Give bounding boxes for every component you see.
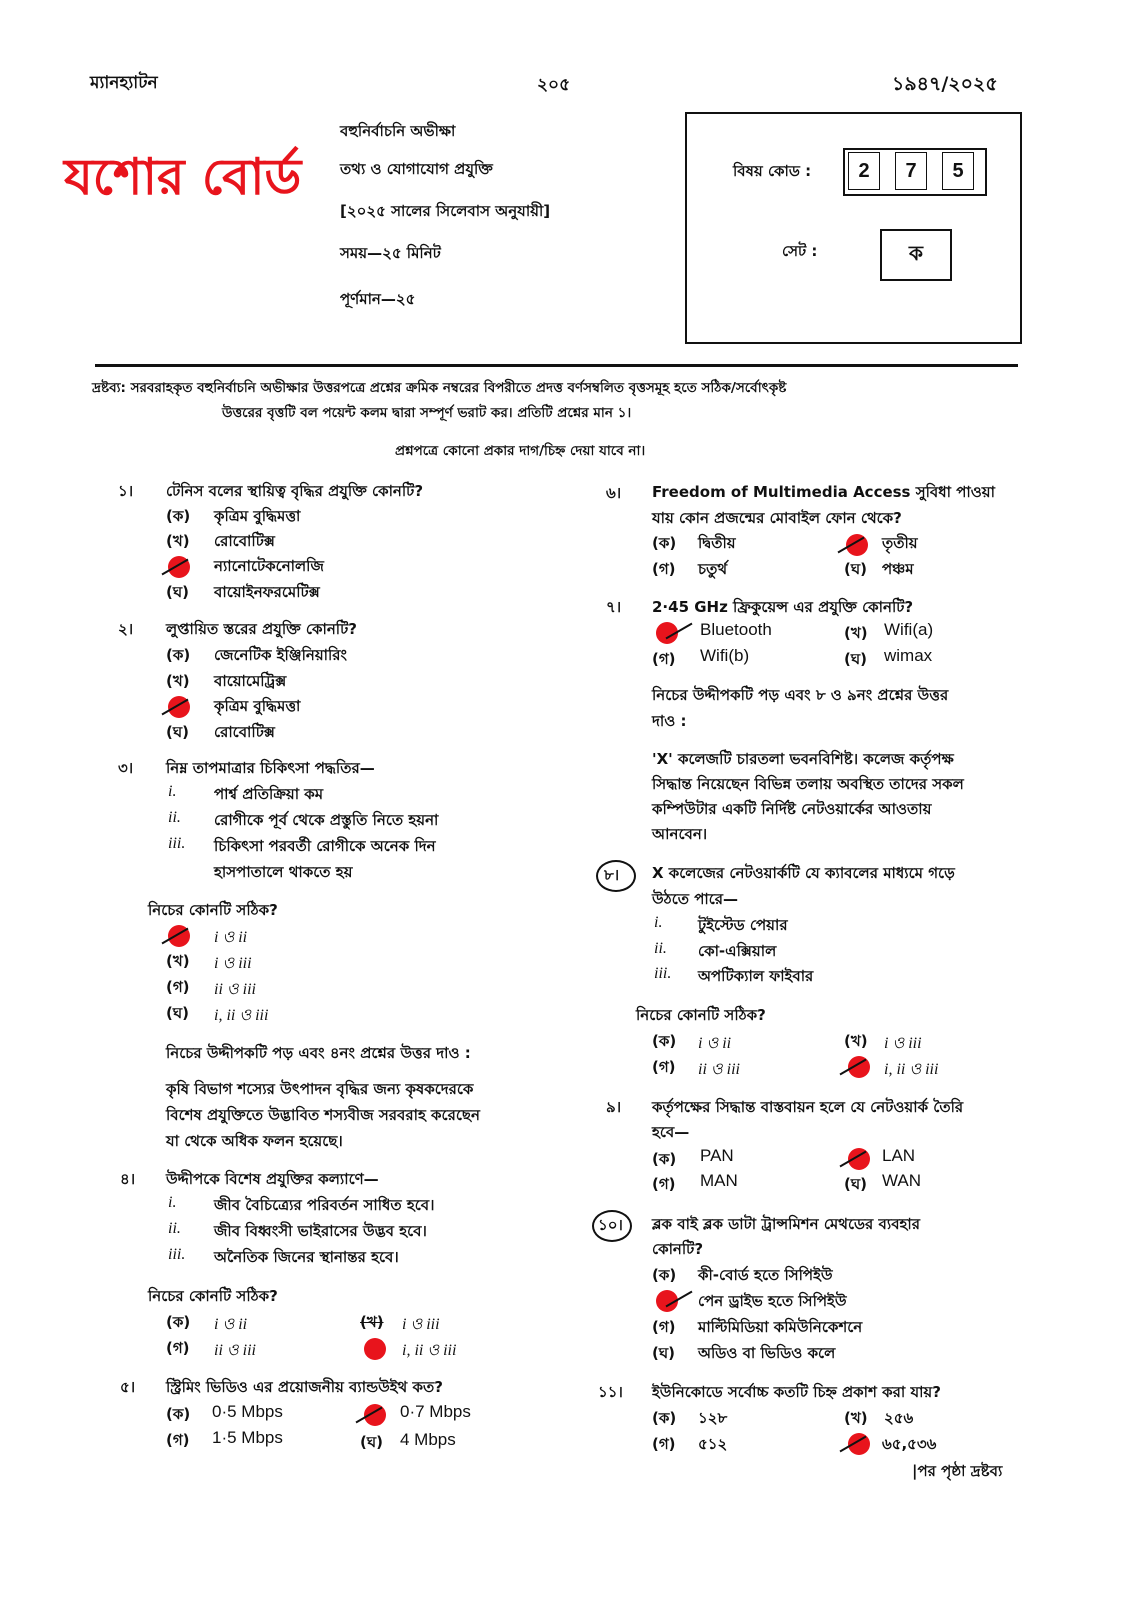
q4-option-a-text: i ও ii bbox=[214, 1316, 248, 1333]
q2-option-d-text: রোবোটিক্স bbox=[214, 723, 275, 741]
q2-option-d-label: (ঘ) bbox=[166, 723, 189, 741]
q3-option-d-label: (ঘ) bbox=[166, 1004, 189, 1022]
q8-statement-1-label: i. bbox=[654, 914, 663, 931]
q3-which-correct: নিচের কোনটি সঠিক? bbox=[148, 901, 278, 919]
code-digit-3: 5 bbox=[942, 152, 974, 190]
q7-option-b-label: (খ) bbox=[844, 624, 868, 642]
subject-code-label: বিষয় কোড : bbox=[733, 162, 812, 180]
q5-option-d-label: (ঘ) bbox=[360, 1433, 383, 1451]
q11-option-d-text: ৬৫,৫৩৬ bbox=[882, 1435, 937, 1453]
q2-option-a-text: জেনেটিক ইঞ্জিনিয়ারিং bbox=[214, 646, 348, 664]
q3-statement-2-label: ii. bbox=[168, 809, 181, 826]
q4-option-a-label: (ক) bbox=[166, 1313, 191, 1331]
q10-option-c-label: (গ) bbox=[652, 1318, 676, 1336]
q4-option-b-label: (খ) bbox=[360, 1313, 384, 1331]
q8-option-b-label: (খ) bbox=[844, 1032, 868, 1050]
q10-option-a-text: কী-বোর্ড হতে সিপিইউ bbox=[698, 1266, 833, 1284]
instruction-line-1: দ্রষ্টব্য: সরবরাহকৃত বহুনির্বাচনি অভীক্ষার উত্তরপত্রে প্রশ্নের ক্রমিক নম্বরের বিপরীতে প্রদত্ত বর্ণসম্বলিত বৃত্তসমূহ হতে সঠিক/সর্বোৎকৃষ্ট bbox=[92, 380, 787, 396]
exam-time: সময়—২৫ মিনিট bbox=[340, 244, 441, 262]
question-8-text-line-1: X কলেজের নেটওয়ার্কটি যে ক্যাবলের মাধ্যমে গড়ে bbox=[652, 864, 955, 882]
q6-option-a-text: দ্বিতীয় bbox=[698, 534, 736, 552]
q1-option-a-label: (ক) bbox=[166, 507, 191, 525]
q5-option-a-label: (ক) bbox=[166, 1405, 191, 1423]
q11-option-b-label: (খ) bbox=[844, 1409, 868, 1427]
q4-option-c-label: (গ) bbox=[166, 1339, 190, 1357]
stimulus-2-title-line-2: দাও : bbox=[652, 712, 687, 730]
q4-statement-1-label: i. bbox=[168, 1194, 177, 1211]
q5-option-b-text: 0·7 Mbps bbox=[400, 1402, 471, 1421]
q11-option-a-label: (ক) bbox=[652, 1409, 677, 1427]
q3-statement-3-cont: হাসপাতালে থাকতে হয় bbox=[214, 863, 353, 881]
q3-statement-1-label: i. bbox=[168, 783, 177, 800]
q9-option-a-text: PAN bbox=[700, 1146, 734, 1165]
q7-option-d-label: (ঘ) bbox=[844, 650, 867, 668]
question-3-text: নিম্ন তাপমাত্রার চিকিৎসা পদ্ধতির— bbox=[166, 759, 375, 777]
question-1-number: ১। bbox=[118, 482, 134, 500]
q8-option-c-label: (গ) bbox=[652, 1058, 676, 1076]
q9-option-c-text: MAN bbox=[700, 1171, 738, 1190]
q7-option-a-text: Bluetooth bbox=[700, 620, 772, 639]
q7-option-c-text: Wifi(b) bbox=[700, 646, 750, 665]
publisher-name: ম্যানহ্যাটন bbox=[90, 73, 158, 93]
stimulus-1-title: নিচের উদ্দীপকটি পড় এবং ৪নং প্রশ্নের উত্তর দাও : bbox=[166, 1044, 471, 1062]
question-6-text-line-1: Freedom of Multimedia Access সুবিধা পাওয়া bbox=[652, 483, 995, 501]
q8-option-c-text: ii ও iii bbox=[698, 1061, 741, 1078]
q2-option-b-label: (খ) bbox=[166, 672, 190, 690]
q3-statement-3-label: iii. bbox=[168, 835, 186, 852]
stimulus-1-line-2: বিশেষ প্রযুক্তিতে উদ্ভাবিত শস্যবীজ সরবরাহ করেছেন bbox=[166, 1106, 480, 1124]
q10-option-d-text: অডিও বা ভিডিও কলে bbox=[698, 1344, 836, 1362]
q2-option-c-text: কৃত্রিম বুদ্ধিমত্তা bbox=[214, 697, 301, 715]
q6-option-b-text: তৃতীয় bbox=[882, 534, 918, 552]
q10-option-b-text: পেন ড্রাইভ হতে সিপিইউ bbox=[698, 1292, 847, 1310]
q5-option-c-text: 1·5 Mbps bbox=[212, 1428, 283, 1447]
set-value: ক bbox=[880, 229, 952, 281]
page-turn-note: |পর পৃষ্ঠা দ্রষ্টব্য bbox=[912, 1462, 1003, 1480]
q9-option-d-label: (ঘ) bbox=[844, 1175, 867, 1193]
q3-option-b-label: (খ) bbox=[166, 952, 190, 970]
q7-option-c-label: (গ) bbox=[652, 650, 676, 668]
q4-option-c-text: ii ও iii bbox=[214, 1342, 257, 1359]
q8-statement-3-label: iii. bbox=[654, 965, 672, 982]
question-9-text-line-2: হবে— bbox=[652, 1123, 690, 1141]
q2-option-a-label: (ক) bbox=[166, 646, 191, 664]
q4-statement-2-label: ii. bbox=[168, 1220, 181, 1237]
q6-option-c-text: চতুর্থ bbox=[698, 560, 728, 578]
q10-option-c-text: মাল্টিমিডিয়া কমিউনিকেশনে bbox=[698, 1318, 863, 1336]
exam-marks: পূর্ণমান—২৫ bbox=[340, 290, 416, 308]
question-3-number: ৩। bbox=[118, 759, 134, 777]
q1-option-b-label: (খ) bbox=[166, 532, 190, 550]
q3-option-c-text: ii ও iii bbox=[214, 981, 257, 998]
q8-statement-1-text: টুইস্টেড পেয়ার bbox=[698, 916, 788, 934]
q8-statement-2-text: কো-এক্সিয়াল bbox=[698, 942, 777, 960]
q11-option-c-text: ৫১২ bbox=[698, 1435, 728, 1453]
instruction-line-3: প্রশ্নপত্রে কোনো প্রকার দাগ/চিহ্ন দেয়া যাবে না। bbox=[395, 443, 646, 459]
question-9-text-line-1: কর্তৃপক্ষের সিদ্ধান্ত বাস্তবায়ন হলে যে নেটওয়ার্ক তৈরি bbox=[652, 1098, 964, 1116]
q8-statement-3-text: অপটিক্যাল ফাইবার bbox=[698, 967, 814, 985]
question-10-text-line-2: কোনটি? bbox=[652, 1240, 704, 1258]
q4-answer-mark bbox=[364, 1338, 386, 1360]
q3-statement-1-text: পার্শ্ব প্রতিক্রিয়া কম bbox=[214, 785, 324, 803]
stimulus-2-line-4: আনবেন। bbox=[652, 825, 708, 843]
stimulus-1-line-3: যা থেকে অধিক ফলন হয়েছে। bbox=[166, 1132, 343, 1150]
code-digits-frame bbox=[843, 148, 987, 196]
code-box bbox=[685, 112, 1022, 344]
q8-which-correct: নিচের কোনটি সঠিক? bbox=[636, 1006, 766, 1024]
q2-option-b-text: বায়োমেট্রিক্স bbox=[214, 672, 287, 690]
q5-option-d-text: 4 Mbps bbox=[400, 1430, 456, 1449]
question-7-number: ৭। bbox=[606, 598, 622, 616]
set-label: সেট : bbox=[782, 242, 818, 260]
exam-syllabus: [২০২৫ সালের সিলেবাস অনুযায়ী] bbox=[340, 202, 551, 220]
q3-option-c-label: (গ) bbox=[166, 978, 190, 996]
q1-option-d-text: বায়োইনফরমেটিক্স bbox=[214, 583, 320, 601]
q3-option-b-text: i ও iii bbox=[214, 955, 252, 972]
stimulus-2-line-2: সিদ্ধান্ত নিয়েছেন বিভিন্ন তলায় অবস্থিত তাদের সকল bbox=[652, 775, 964, 793]
q4-statement-3-text: অনৈতিক জিনের স্থানান্তর হবে। bbox=[214, 1248, 399, 1266]
q4-which-correct: নিচের কোনটি সঠিক? bbox=[148, 1287, 278, 1305]
q11-option-c-label: (গ) bbox=[652, 1435, 676, 1453]
q8-statement-2-label: ii. bbox=[654, 940, 667, 957]
q3-option-d-text: i, ii ও iii bbox=[214, 1007, 269, 1024]
q4-option-b-text: i ও iii bbox=[402, 1316, 440, 1333]
page-number: ২০৫ bbox=[537, 75, 571, 95]
q8-option-a-text: i ও ii bbox=[698, 1035, 732, 1052]
question-11-number: ১১। bbox=[598, 1383, 623, 1401]
question-2-text: লুপ্তায়িত স্তরের প্রযুক্তি কোনটি? bbox=[166, 620, 357, 638]
q11-option-b-text: ২৫৬ bbox=[884, 1409, 914, 1427]
q1-option-d-label: (ঘ) bbox=[166, 583, 189, 601]
board-title: যশোর বোর্ড bbox=[64, 148, 302, 206]
q6-option-c-label: (গ) bbox=[652, 560, 676, 578]
q9-option-c-label: (গ) bbox=[652, 1175, 676, 1193]
q3-option-a-text: i ও ii bbox=[214, 929, 248, 946]
q8-option-d-text: i, ii ও iii bbox=[884, 1061, 939, 1078]
question-6-text-line-2: যায় কোন প্রজন্মের মোবাইল ফোন থেকে? bbox=[652, 509, 902, 527]
question-2-number: ২। bbox=[118, 620, 134, 638]
header-divider bbox=[95, 364, 1018, 367]
question-6-number: ৬। bbox=[606, 484, 622, 502]
q6-option-d-label: (ঘ) bbox=[844, 560, 867, 578]
q1-option-a-text: কৃত্রিম বুদ্ধিমত্তা bbox=[214, 507, 301, 525]
q4-statement-1-text: জীব বৈচিত্র্যের পরিবর্তন সাধিত হবে। bbox=[214, 1196, 435, 1214]
question-5-number: ৫। bbox=[120, 1378, 136, 1396]
q6-option-a-label: (ক) bbox=[652, 534, 677, 552]
instruction-line-2: উত্তরের বৃত্তটি বল পয়েন্ট কলম দ্বারা সম্পূর্ণ ভরাট কর। প্রতিটি প্রশ্নের মান ১। bbox=[222, 405, 632, 421]
question-1-text: টেনিস বলের স্থায়িত্ব বৃদ্ধির প্রযুক্তি কোনটি? bbox=[166, 482, 424, 500]
q10-option-a-label: (ক) bbox=[652, 1266, 677, 1284]
q3-statement-2-text: রোগীকে পূর্ব থেকে প্রস্তুতি নিতে হয়না bbox=[214, 811, 439, 829]
question-10-number: ১০। bbox=[598, 1216, 623, 1234]
q7-option-b-text: Wifi(a) bbox=[884, 620, 934, 639]
question-4-text: উদ্দীপকে বিশেষ প্রযুক্তির কল্যাণে— bbox=[166, 1170, 379, 1188]
q4-option-d-text: i, ii ও iii bbox=[402, 1342, 457, 1359]
stimulus-2-line-3: কম্পিউটার একটি নির্দিষ্ট নেটওয়ার্কের আওতায় bbox=[652, 800, 932, 818]
question-5-text: স্ট্রিমিং ভিডিও এর প্রয়োজনীয় ব্যান্ডউইথ কত? bbox=[166, 1378, 443, 1396]
question-4-number: ৪। bbox=[120, 1170, 136, 1188]
q3-statement-3-text: চিকিৎসা পরবর্তী রোগীকে অনেক দিন bbox=[214, 837, 436, 855]
q9-option-a-label: (ক) bbox=[652, 1150, 677, 1168]
stimulus-2-title-line-1: নিচের উদ্দীপকটি পড় এবং ৮ ও ৯নং প্রশ্নের উত্তর bbox=[652, 686, 949, 704]
question-10-text-line-1: ব্লক বাই ব্লক ডাটা ট্রান্সমিশন মেথডের ব্যবহার bbox=[652, 1215, 921, 1233]
q7-option-d-text: wimax bbox=[884, 646, 933, 665]
code-digit-1: 2 bbox=[848, 152, 880, 190]
q8-option-a-label: (ক) bbox=[652, 1032, 677, 1050]
q10-option-d-label: (ঘ) bbox=[652, 1344, 675, 1362]
question-11-text: ইউনিকোডে সর্বোচ্চ কতটি চিহ্ন প্রকাশ করা যায়? bbox=[652, 1383, 941, 1401]
q8-option-b-text: i ও iii bbox=[884, 1035, 922, 1052]
q1-option-c-text: ন্যানোটেকনোলজি bbox=[214, 557, 324, 575]
q5-option-c-label: (গ) bbox=[166, 1431, 190, 1449]
q9-option-b-text: LAN bbox=[882, 1146, 916, 1165]
q4-statement-3-label: iii. bbox=[168, 1246, 186, 1263]
q4-statement-2-text: জীব বিধ্বংসী ভাইরাসের উদ্ভব হবে। bbox=[214, 1222, 427, 1240]
question-7-text: 2·45 GHz ফ্রিকুয়েন্স এর প্রযুক্তি কোনটি? bbox=[652, 598, 914, 616]
q11-option-a-text: ১২৮ bbox=[698, 1409, 728, 1427]
reference-code: ১৯৪৭/২০২৫ bbox=[892, 73, 998, 95]
exam-type: বহুনির্বাচনি অভীক্ষা bbox=[340, 122, 456, 140]
question-9-number: ৯। bbox=[606, 1098, 622, 1116]
q6-option-d-text: পঞ্চম bbox=[882, 560, 914, 578]
code-digit-2: 7 bbox=[895, 152, 927, 190]
stimulus-2-line-1: 'X' কলেজটি চারতলা ভবনবিশিষ্ট। কলেজ কর্তৃপক্ষ bbox=[652, 750, 954, 768]
q1-option-b-text: রোবোটিক্স bbox=[214, 532, 275, 550]
q5-option-a-text: 0·5 Mbps bbox=[212, 1402, 283, 1421]
question-8-text-line-2: উঠতে পারে— bbox=[652, 890, 739, 908]
q9-option-d-text: WAN bbox=[882, 1171, 922, 1190]
exam-subject: তথ্য ও যোগাযোগ প্রযুক্তি bbox=[340, 160, 493, 178]
question-8-number: ৮। bbox=[604, 866, 620, 884]
stimulus-1-line-1: কৃষি বিভাগ শস্যের উৎপাদন বৃদ্ধির জন্য কৃষকদেরকে bbox=[166, 1080, 474, 1098]
